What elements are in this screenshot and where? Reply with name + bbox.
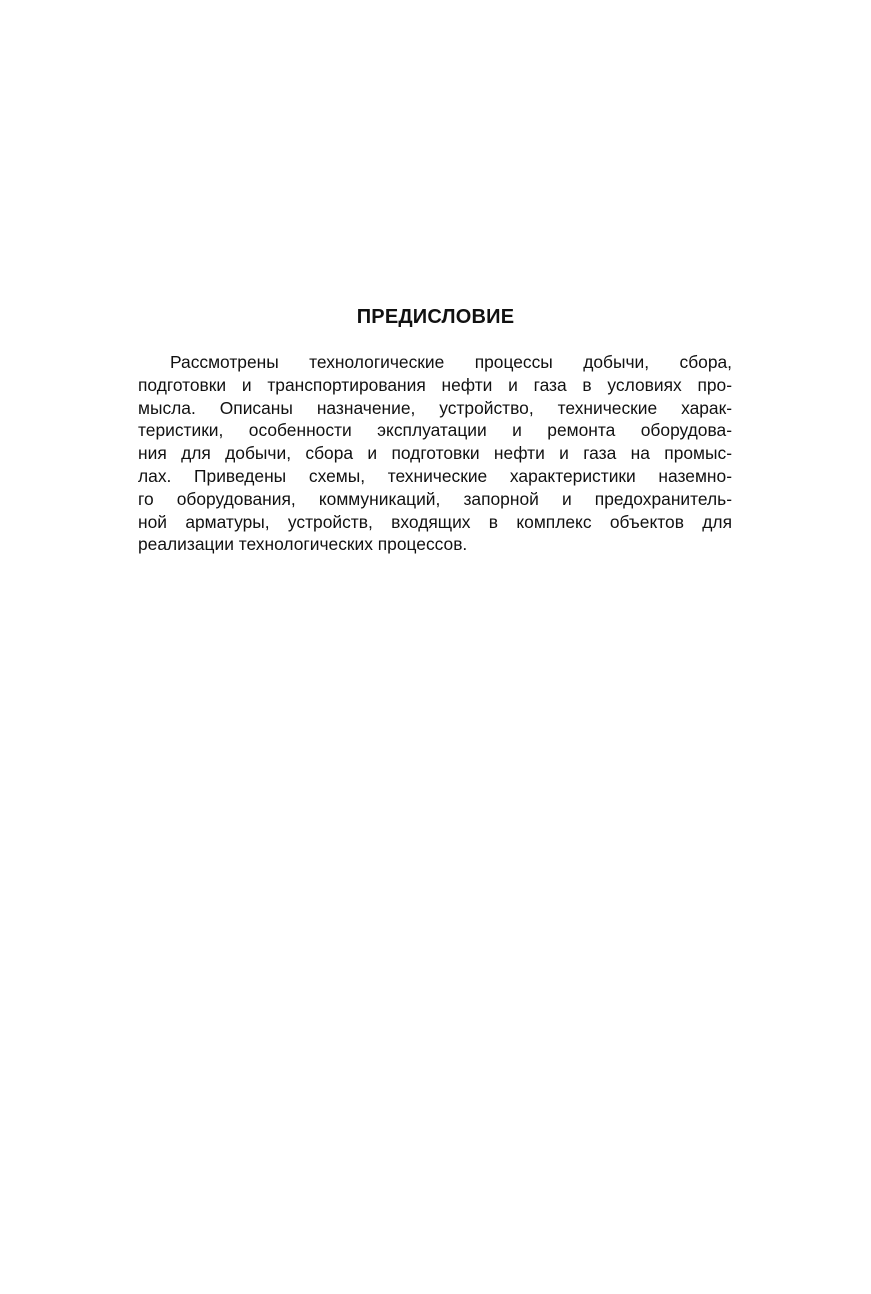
paragraph-line: го оборудования, коммуникаций, запорной и предохранитель- <box>138 488 732 509</box>
paragraph-line: подготовки и транспортирования нефти и газа в условиях про- <box>138 374 732 395</box>
paragraph-line: теристики, особенности эксплуатации и ремонта оборудова- <box>138 420 732 441</box>
paragraph-line: ния для добычи, сбора и подготовки нефти и газа на промыс- <box>138 443 732 464</box>
page-title: ПРЕДИСЛОВИЕ <box>356 306 515 328</box>
paragraph-line: Рассмотрены технологические процессы добычи, сбора, <box>170 352 732 372</box>
paragraph-line: реализации технологических процессов. <box>138 534 468 555</box>
paragraph-line: ной арматуры, устройств, входящих в комплекс объектов для <box>138 511 732 532</box>
paragraph-line: мысла. Описаны назначение, устройство, технические харак- <box>138 397 732 418</box>
preface-paragraph <box>138 351 732 556</box>
paragraph-line: лах. Приведены схемы, технические характеристики наземно- <box>138 465 732 486</box>
